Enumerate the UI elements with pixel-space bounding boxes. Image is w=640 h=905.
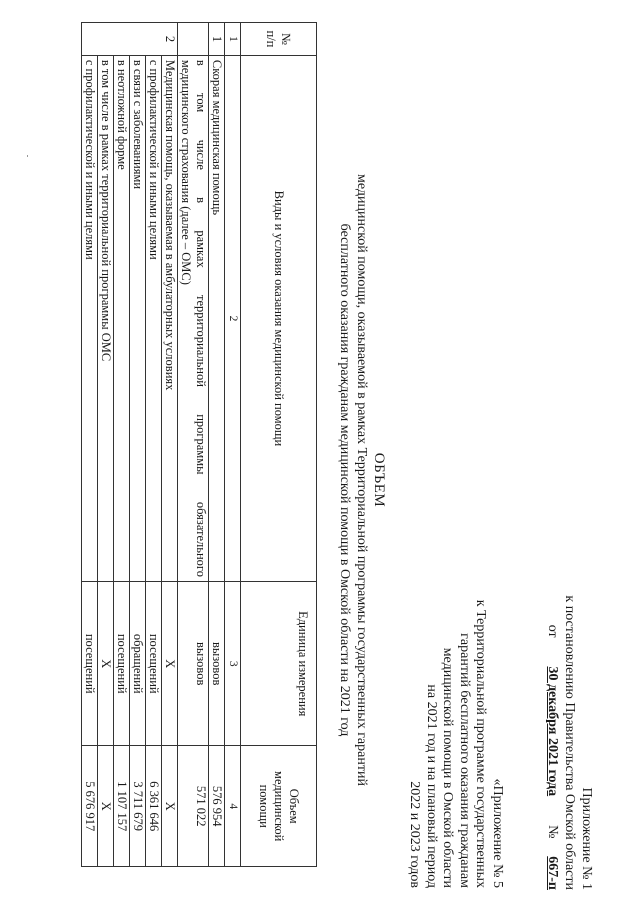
appendix-number-label: № [545,825,560,839]
appendix-date: 30 декабря 2021 года [545,666,560,797]
row-volume: 5 676 917 [82,746,98,867]
row-unit: посещений [146,582,162,746]
appendix-number: Приложение № 1 [579,787,594,890]
row-unit: посещений [114,582,130,746]
scan-speck [27,155,28,157]
row-volume: Х [98,746,114,867]
appendix-date-line [544,40,561,890]
row-type: в связи с заболеваниями [130,55,146,581]
row-type [178,55,209,581]
row-no [178,23,209,56]
table-header-row [241,23,317,867]
column-number: 4 [225,746,241,867]
appendix-decree-number: 667-п [545,856,560,890]
appendix-block [544,40,595,890]
document-title [336,120,387,840]
table-row [98,23,114,867]
row-unit: посещений [82,582,98,746]
row-unit: Х [162,582,178,746]
appendix-from-label: от [545,624,560,638]
column-number: 2 [225,55,241,581]
column-number: 1 [225,23,241,56]
title-line-1: медицинской помощи, оказываемой в рамках Территориальной программы государственных гарантий [354,174,369,786]
header-unit: Единица измерения [241,582,317,746]
table-row [209,23,225,867]
table-row [162,23,178,867]
title-line-2: бесплатного оказания гражданам медицинской помощи в Омской области на 2021 год [337,223,352,737]
row-unit: вызовов [209,582,225,746]
row-volume: 571 022 [178,746,209,867]
row-volume: 576 954 [209,746,225,867]
previous-appendix-line: «Приложение № 5 [490,778,505,888]
row-type: Скорая медицинская помощь [209,55,225,581]
previous-appendix-block [406,270,505,888]
table-row [130,23,146,867]
title-heading: ОБЪЕМ [371,452,387,508]
row-type: с профилактической и иными целями [146,55,162,581]
table-row [146,23,162,867]
row-type: в неотложной форме [114,55,130,581]
row-volume: 3 711 679 [130,746,146,867]
table-row [178,23,209,867]
row-unit: вызовов [178,582,209,746]
header-type: Виды и условия оказания медицинской помощи [241,55,317,581]
header-volume: Объем медицинской помощи [241,746,317,867]
previous-appendix-line: медицинской помощи в Омской области [440,647,456,888]
row-volume: 1 107 157 [114,746,130,867]
row-type-line: в том числе в рамках территориальной программы обязательного [194,59,208,577]
row-volume: Х [162,746,178,867]
appendix-decree: к постановлению Правительства Омской области [562,595,577,890]
previous-appendix-line: к Территориальной программе государственных [473,599,489,888]
row-type: Медицинская помощь, оказываемая в амбулаторных условиях [162,55,178,581]
volume-table [81,22,317,867]
row-type: с профилактической и иными целями [82,55,98,581]
table-row [114,23,130,867]
header-no: № п/п [241,23,317,56]
row-type-line: медицинского страхования (далее – ОМС) [179,59,193,285]
previous-appendix-line: 2022 и 2023 годов [407,781,423,888]
column-numbers-row [225,23,241,867]
row-type: в том числе в рамках территориальной программы ОМС [98,55,114,581]
previous-appendix-line: на 2021 год и на плановый период [424,684,439,888]
row-unit: Х [98,582,114,746]
row-unit: обращений [130,582,146,746]
row-volume: 6 361 646 [146,746,162,867]
column-number: 3 [225,582,241,746]
previous-appendix-line: гарантий бесплатного оказания гражданам [457,633,472,888]
table-row [82,23,98,867]
row-no: 2 [82,23,178,56]
row-no: 1 [209,23,225,56]
